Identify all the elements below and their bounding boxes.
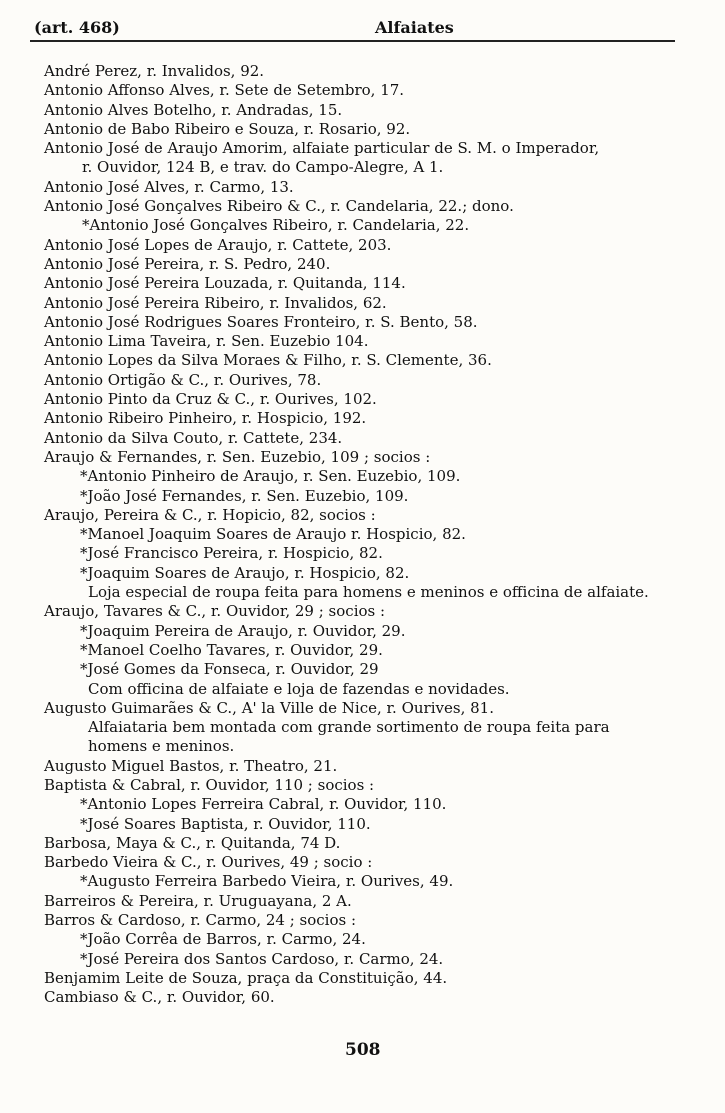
directory-entry: Araujo, Tavares & C., r. Ouvidor, 29 ; socios : bbox=[44, 602, 386, 621]
directory-subentry: *Manoel Joaquim Soares de Araujo r. Hospicio, 82. bbox=[80, 525, 466, 544]
directory-entry: Barros & Cardoso, r. Carmo, 24 ; socios : bbox=[44, 911, 357, 930]
directory-subentry: *José Francisco Pereira, r. Hospicio, 82. bbox=[80, 544, 383, 563]
directory-entry: Cambiaso & C., r. Ouvidor, 60. bbox=[44, 988, 275, 1007]
directory-entry: Antonio Lima Taveira, r. Sen. Euzebio 104. bbox=[44, 332, 369, 351]
directory-subentry: *João José Fernandes, r. Sen. Euzebio, 109. bbox=[80, 486, 409, 505]
directory-subentry: r. Ouvidor, 124 B, e trav. do Campo-Alegre, A 1. bbox=[82, 158, 444, 177]
directory-entry: Antonio Ribeiro Pinheiro, r. Hospicio, 192. bbox=[44, 409, 367, 428]
directory-entry: Baptista & Cabral, r. Ouvidor, 110 ; socios : bbox=[44, 775, 375, 794]
page-number: 508 bbox=[345, 1040, 381, 1060]
directory-entry: Araujo, Pereira & C., r. Hopicio, 82, socios : bbox=[44, 505, 376, 524]
directory-entry: Antonio José Pereira, r. S. Pedro, 240. bbox=[44, 254, 331, 273]
directory-entry: Antonio José Rodrigues Soares Fronteiro, r. S. Bento, 58. bbox=[44, 312, 478, 331]
directory-entry: Antonio José Pereira Louzada, r. Quitanda, 114. bbox=[44, 274, 406, 293]
directory-subentry: Alfaiataria bem montada com grande sortimento de roupa feita para bbox=[88, 718, 610, 737]
directory-subentry: *Antonio José Gonçalves Ribeiro, r. Candelaria, 22. bbox=[82, 216, 470, 235]
directory-subentry: *Antonio Lopes Ferreira Cabral, r. Ouvidor, 110. bbox=[80, 795, 447, 814]
directory-subentry: *José Soares Baptista, r. Ouvidor, 110. bbox=[80, 814, 371, 833]
directory-subentry: *José Gomes da Fonseca, r. Ouvidor, 29 bbox=[80, 660, 379, 679]
page-header bbox=[30, 18, 670, 42]
directory-entry: Barreiros & Pereira, r. Uruguayana, 2 A. bbox=[44, 891, 352, 910]
directory-entry: Antonio José de Araujo Amorim, alfaiate particular de S. M. o Imperador, bbox=[44, 139, 600, 158]
directory-entry: Antonio Affonso Alves, r. Sete de Setembro, 17. bbox=[44, 81, 405, 100]
directory-subentry: Loja especial de roupa feita para homens e meninos e officina de alfaiate. bbox=[88, 583, 649, 602]
directory-entry: Antonio Pinto da Cruz & C., r. Ourives, 102. bbox=[44, 390, 377, 409]
directory-entry: Antonio José Pereira Ribeiro, r. Invalidos, 62. bbox=[44, 293, 387, 312]
directory-entry: Antonio de Babo Ribeiro e Souza, r. Rosario, 92. bbox=[44, 119, 411, 138]
directory-subentry: *Manoel Coelho Tavares, r. Ouvidor, 29. bbox=[80, 640, 383, 659]
directory-entry: Augusto Guimarães & C., A' la Ville de Nice, r. Ourives, 81. bbox=[44, 698, 494, 717]
directory-listing bbox=[44, 62, 694, 1008]
directory-entry: Antonio José Alves, r. Carmo, 13. bbox=[44, 177, 294, 196]
directory-entry: Antonio José Gonçalves Ribeiro & C., r. Candelaria, 22.; dono. bbox=[44, 197, 514, 216]
directory-entry: Benjamim Leite de Souza, praça da Constituição, 44. bbox=[44, 968, 448, 987]
header-rule bbox=[30, 40, 675, 42]
article-reference: (art. 468) bbox=[34, 18, 120, 37]
directory-entry: Araujo & Fernandes, r. Sen. Euzebio, 109 ; socios : bbox=[44, 447, 431, 466]
directory-entry: Barbedo Vieira & C., r. Ourives, 49 ; socio : bbox=[44, 853, 373, 872]
directory-subentry: Com officina de alfaiate e loja de fazendas e novidades. bbox=[88, 679, 510, 698]
directory-subentry: *Joaquim Pereira de Araujo, r. Ouvidor, 29. bbox=[80, 621, 406, 640]
directory-subentry: homens e meninos. bbox=[88, 737, 235, 756]
directory-entry: Antonio Alves Botelho, r. Andradas, 15. bbox=[44, 100, 343, 119]
directory-entry: Antonio José Lopes de Araujo, r. Cattete, 203. bbox=[44, 235, 392, 254]
directory-subentry: *Antonio Pinheiro de Araujo, r. Sen. Euzebio, 109. bbox=[80, 467, 461, 486]
directory-entry: Antonio Lopes da Silva Moraes & Filho, r. S. Clemente, 36. bbox=[44, 351, 492, 370]
directory-entry: Antonio da Silva Couto, r. Cattete, 234. bbox=[44, 428, 343, 447]
directory-entry: Antonio Ortigão & C., r. Ourives, 78. bbox=[44, 370, 322, 389]
directory-entry: Augusto Miguel Bastos, r. Theatro, 21. bbox=[44, 756, 338, 775]
directory-subentry: *José Pereira dos Santos Cardoso, r. Carmo, 24. bbox=[80, 949, 444, 968]
directory-subentry: *Augusto Ferreira Barbedo Vieira, r. Ourives, 49. bbox=[80, 872, 454, 891]
directory-entry: Barbosa, Maya & C., r. Quitanda, 74 D. bbox=[44, 833, 341, 852]
directory-subentry: *João Corrêa de Barros, r. Carmo, 24. bbox=[80, 930, 366, 949]
directory-entry: André Perez, r. Invalidos, 92. bbox=[44, 62, 265, 80]
section-title: Alfaiates bbox=[375, 18, 454, 37]
directory-subentry: *Joaquim Soares de Araujo, r. Hospicio, 82. bbox=[80, 563, 410, 582]
